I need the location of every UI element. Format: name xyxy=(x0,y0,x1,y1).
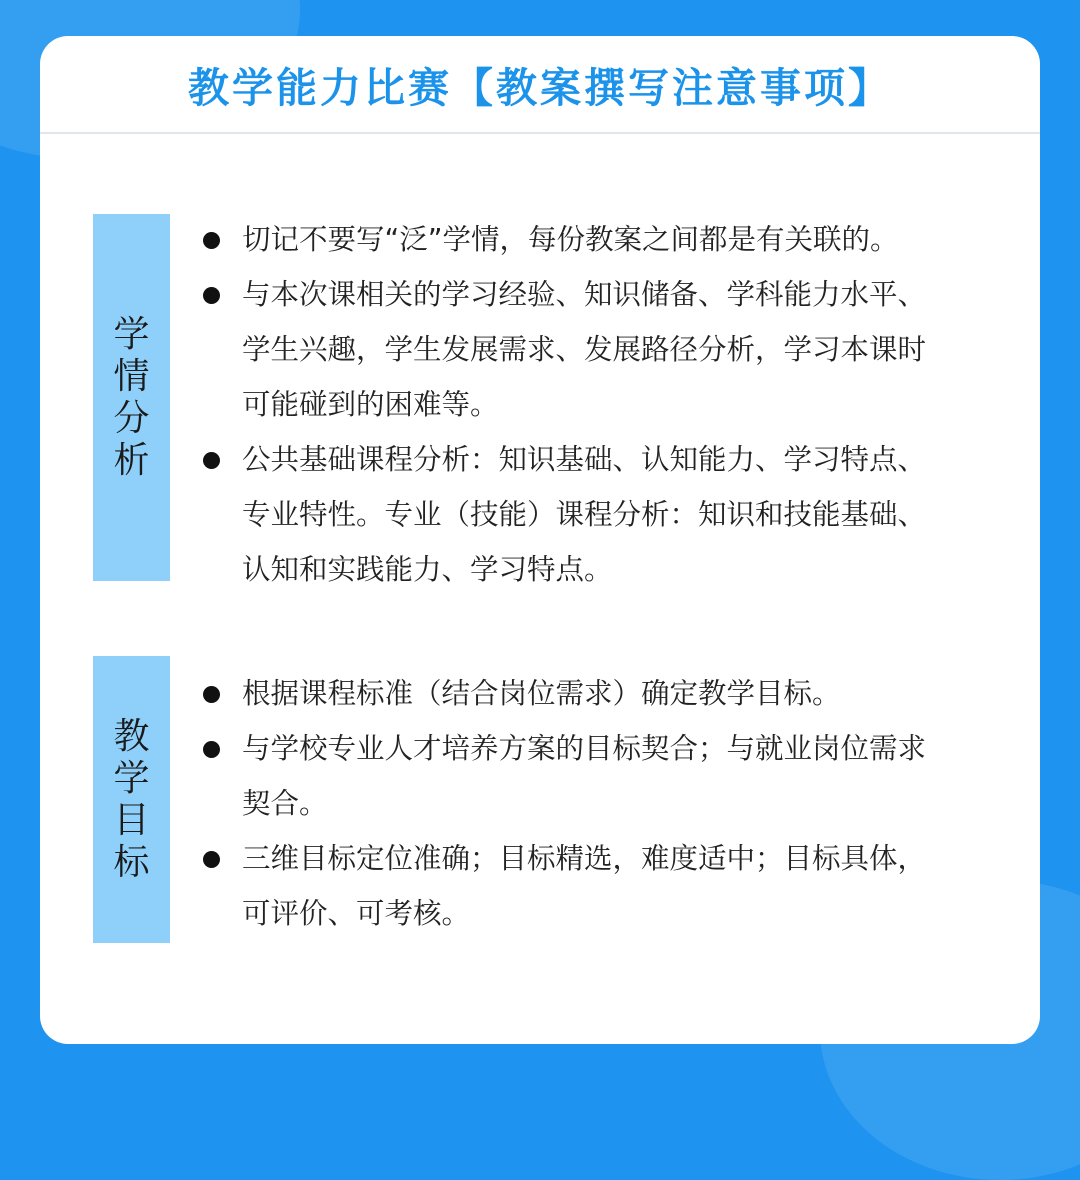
list-item-text: 与本次课相关的学习经验、知识储备、学科能力水平、 学生兴趣，学生发展需求、发展路径分析，学习本课时 可能碰到的困难等。 xyxy=(242,278,927,421)
label-char: 学 xyxy=(113,757,150,799)
label-char: 学 xyxy=(113,313,150,355)
bullet-list xyxy=(200,666,1000,941)
bullet-icon xyxy=(203,287,220,304)
label-char: 析 xyxy=(113,439,150,481)
label-char: 教 xyxy=(113,715,150,757)
label-char: 情 xyxy=(113,355,150,397)
list-item xyxy=(200,432,1000,597)
bullet-icon xyxy=(203,232,220,249)
list-item xyxy=(200,267,1000,432)
list-item-text: 切记不要写“泛”学情，每份教案之间都是有关联的。 xyxy=(242,223,899,256)
list-item xyxy=(200,212,1000,267)
bullet-icon xyxy=(203,452,220,469)
header xyxy=(40,36,1040,134)
bullet-icon xyxy=(203,686,220,703)
list-item xyxy=(200,831,1000,941)
bullet-icon xyxy=(203,741,220,758)
page-title: 教学能力比赛【教案撰写注意事项】 xyxy=(188,63,892,112)
section-label xyxy=(93,214,170,581)
list-item xyxy=(200,666,1000,721)
label-char: 目 xyxy=(113,799,150,841)
content-card xyxy=(40,36,1040,1044)
bullet-icon xyxy=(203,851,220,868)
label-char: 标 xyxy=(113,841,150,883)
list-item-text: 根据课程标准（结合岗位需求）确定教学目标。 xyxy=(242,677,841,710)
bullet-list xyxy=(200,212,1000,597)
list-item-text: 公共基础课程分析：知识基础、认知能力、学习特点、 专业特性。专业（技能）课程分析：知识和技能基础、 认知和实践能力、学习特点。 xyxy=(242,443,927,586)
list-item-text: 与学校专业人才培养方案的目标契合；与就业岗位需求 契合。 xyxy=(242,732,927,820)
list-item xyxy=(200,721,1000,831)
section-label xyxy=(93,656,170,943)
label-char: 分 xyxy=(113,397,150,439)
list-item-text: 三维目标定位准确；目标精选，难度适中；目标具体， 可评价、可考核。 xyxy=(242,842,927,930)
